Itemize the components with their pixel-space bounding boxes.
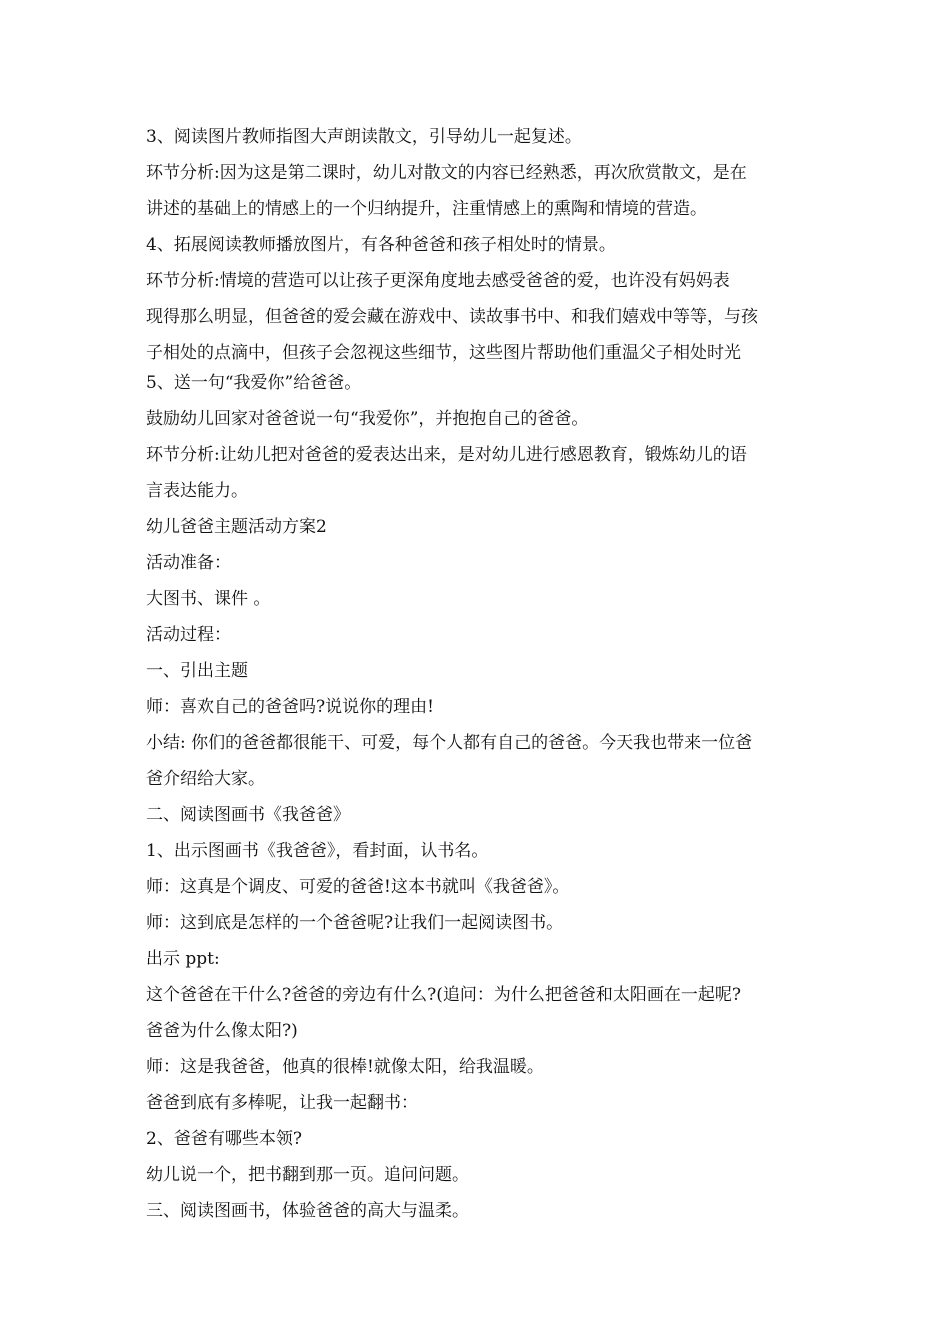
text-line: 二、阅读图画书《我爸爸》: [146, 805, 350, 825]
text-line: 环节分析:情境的营造可以让孩子更深角度地去感受爸爸的爱，也许没有妈妈表: [146, 271, 730, 291]
text-line: 5、送一句“我爱你”给爸爸。: [146, 373, 362, 393]
text-line: 大图书、课件 。: [146, 589, 271, 609]
text-line: 爸爸为什么像太阳?): [146, 1021, 298, 1041]
text-line: 一、引出主题: [146, 661, 248, 681]
text-line: 现得那么明显，但爸爸的爱会藏在游戏中、读故事书中、和我们嬉戏中等等，与孩: [146, 307, 758, 327]
text-line: 4、拓展阅读教师播放图片，有各种爸爸和孩子相处时的情景。: [146, 235, 616, 255]
section-title: 幼儿爸爸主题活动方案2: [146, 517, 327, 537]
text-line: 幼儿说一个，把书翻到那一页。追问问题。: [146, 1165, 469, 1185]
text-line: 子相处的点滴中，但孩子会忽视这些细节，这些图片帮助他们重温父子相处时光: [146, 343, 741, 363]
text-line: 这个爸爸在干什么?爸爸的旁边有什么?(追问：为什么把爸爸和太阳画在一起呢?: [146, 985, 741, 1005]
text-line: 出示 ppt:: [146, 949, 220, 969]
text-line: 鼓励幼儿回家对爸爸说一句“我爱你”，并抱抱自己的爸爸。: [146, 409, 589, 429]
text-line: 环节分析:让幼儿把对爸爸的爱表达出来，是对幼儿进行感恩教育，锻炼幼儿的语: [146, 445, 747, 465]
text-line: 师：这是我爸爸，他真的很棒!就像太阳，给我温暖。: [146, 1057, 544, 1077]
text-line: 环节分析:因为这是第二课时，幼儿对散文的内容已经熟悉，再次欣赏散文，是在: [146, 163, 747, 183]
text-line: 活动准备：: [146, 553, 231, 573]
text-line: 活动过程：: [146, 625, 231, 645]
text-line: 2、爸爸有哪些本领?: [146, 1129, 302, 1149]
text-line: 师：这真是个调皮、可爱的爸爸!这本书就叫《我爸爸》。: [146, 877, 570, 897]
text-line: 1、出示图画书《我爸爸》，看封面，认书名。: [146, 841, 489, 861]
text-line: 三、阅读图画书，体验爸爸的高大与温柔。: [146, 1201, 469, 1221]
text-line: 爸介绍给大家。: [146, 769, 265, 789]
document-body: [146, 122, 810, 1232]
text-line: 言表达能力。: [146, 481, 248, 501]
text-line: 3、阅读图片教师指图大声朗读散文，引导幼儿一起复述。: [146, 127, 582, 147]
text-line: 师：这到底是怎样的一个爸爸呢?让我们一起阅读图书。: [146, 913, 564, 933]
text-line: 师：喜欢自己的爸爸吗?说说你的理由!: [146, 697, 434, 717]
text-line: 讲述的基础上的情感上的一个归纳提升，注重情感上的熏陶和情境的营造。: [146, 199, 707, 219]
text-line: 爸爸到底有多棒呢，让我一起翻书：: [146, 1093, 418, 1113]
text-line: 小结: 你们的爸爸都很能干、可爱，每个人都有自己的爸爸。今天我也带来一位爸: [146, 733, 753, 753]
